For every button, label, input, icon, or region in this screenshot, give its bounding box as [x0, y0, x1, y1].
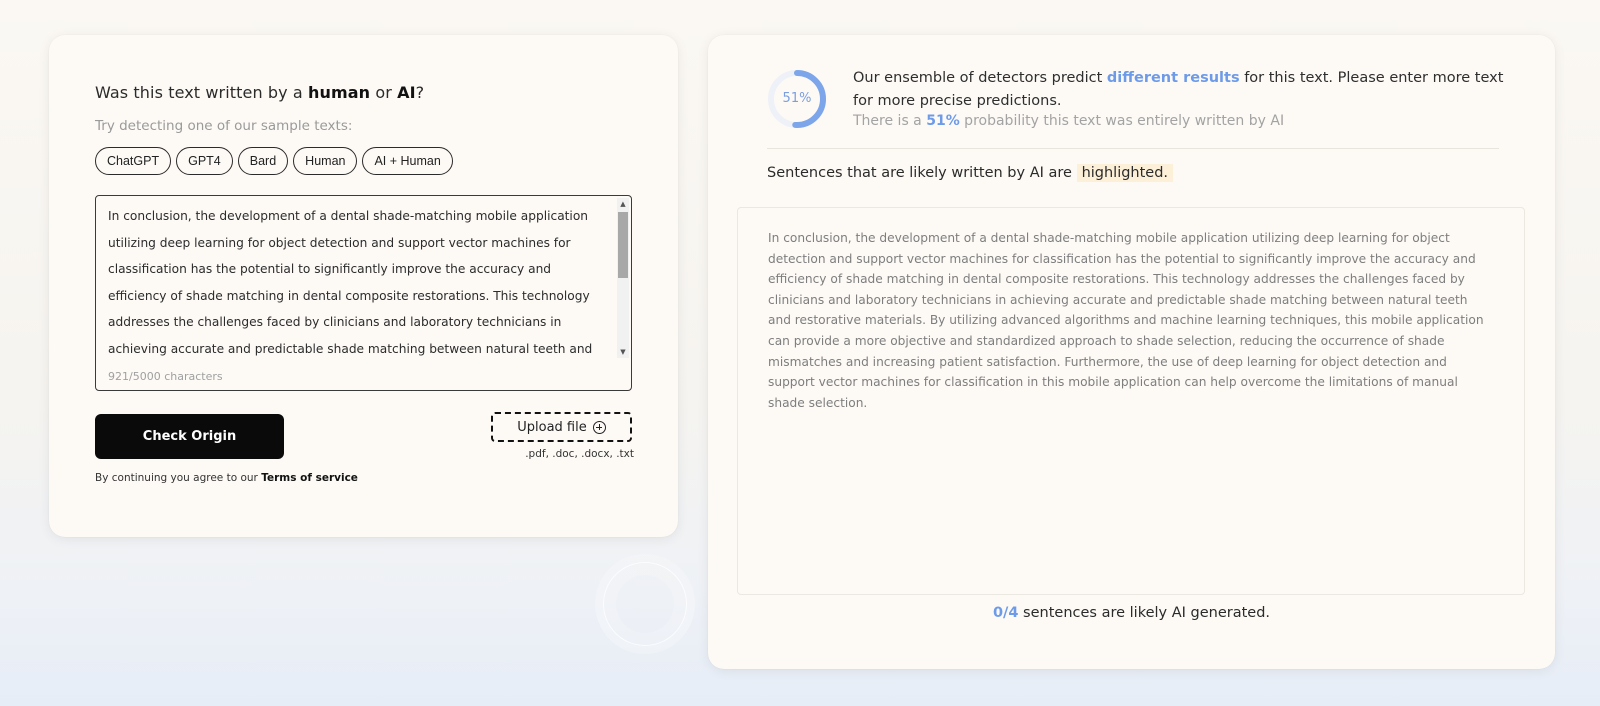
probability-line	[853, 113, 1284, 129]
terms-of-service-link[interactable]: Terms of service	[261, 472, 358, 484]
sample-hint: Try detecting one of our sample texts:	[95, 118, 353, 134]
highlight-note	[767, 165, 1173, 181]
prob-suffix: probability this text was entirely written by AI	[959, 113, 1285, 129]
sample-chip-human[interactable]: Human	[293, 147, 357, 175]
highlight-note-prefix: Sentences that are likely written by AI are	[767, 165, 1077, 181]
sentence-count	[708, 605, 1555, 621]
detector-form-card	[49, 35, 678, 537]
results-summary	[853, 67, 1513, 113]
sentence-count-value: 0/4	[992, 605, 1019, 621]
scroll-up-arrow-icon[interactable]: ▲	[620, 200, 626, 208]
prob-prefix: There is a	[853, 113, 927, 129]
question-suffix: ?	[415, 83, 425, 102]
terms-notice	[95, 472, 358, 484]
upload-file-button[interactable]	[491, 412, 632, 442]
scroll-thumb[interactable]	[618, 212, 628, 278]
upload-file-label: Upload file	[517, 419, 587, 435]
form-question	[95, 83, 424, 102]
text-input-area[interactable]	[95, 195, 632, 391]
results-card	[708, 35, 1555, 669]
gauge-label: 51%	[782, 91, 812, 106]
sample-chip-gpt4[interactable]: GPT4	[176, 147, 233, 175]
question-ai: AI	[397, 83, 416, 102]
text-input-scrollbar[interactable]	[617, 198, 629, 358]
terms-prefix: By continuing you agree to our	[95, 472, 262, 484]
character-count: 921/5000 characters	[108, 370, 223, 383]
check-origin-button[interactable]: Check Origin	[95, 414, 284, 459]
question-text: Was this text written by a	[95, 83, 308, 102]
summary-prefix: Our ensemble of detectors predict	[853, 70, 1107, 86]
analyzed-text: In conclusion, the development of a dental shade-matching mobile application utilizing deep learning for object detection and support vector machines for classification has the potential to significantly improve the accuracy and efficiency of shade matching in dental composite restorations. This technology addresses the challenges faced by clinicians and laboratory technicians in achieving accurate and predictable shade matching between natural teeth and restorative materials. By utilizing advanced algorithms and machine learning techniques, this mobile application can provide a more objective and standardized approach to shade selection, reducing the occurrence of shade mismatches and increasing patient satisfaction. Furthermore, the use of deep learning for object detection and support vector machines for classification in this mobile application can help overcome the limitations of manual shade selection.	[768, 231, 1484, 410]
sample-chip-ai-human[interactable]: AI + Human	[362, 147, 452, 175]
text-input-content[interactable]: In conclusion, the development of a dental shade-matching mobile application utilizing deep learning for object detection and support vector machines for classification has the potential to significantly improve the accuracy and efficiency of shade matching in dental composite restorations. This technology addresses the challenges faced by clinicians and laboratory technicians in achieving accurate and predictable shade matching between natural teeth and	[108, 209, 593, 356]
accepted-file-types: .pdf, .doc, .docx, .txt	[525, 448, 634, 460]
sample-chip-chatgpt[interactable]: ChatGPT	[95, 147, 171, 175]
summary-accent: different results	[1106, 70, 1240, 86]
question-human: human	[308, 83, 371, 102]
background-ripple-decoration	[603, 562, 687, 646]
question-or: or	[370, 83, 398, 102]
highlight-sample: highlighted.	[1077, 164, 1173, 182]
summary-suffix: for this text. Please enter more text for more precise predictions.	[853, 70, 1504, 109]
results-divider	[767, 148, 1499, 149]
sample-chips	[95, 147, 453, 175]
analyzed-text-box	[737, 207, 1525, 595]
sentence-count-suffix: sentences are likely AI generated.	[1018, 605, 1271, 621]
sample-chip-bard[interactable]: Bard	[238, 147, 288, 175]
probability-gauge	[767, 69, 827, 129]
scroll-down-arrow-icon[interactable]: ▼	[620, 348, 626, 356]
plus-circle-icon	[593, 421, 606, 434]
prob-value: 51%	[926, 113, 960, 129]
